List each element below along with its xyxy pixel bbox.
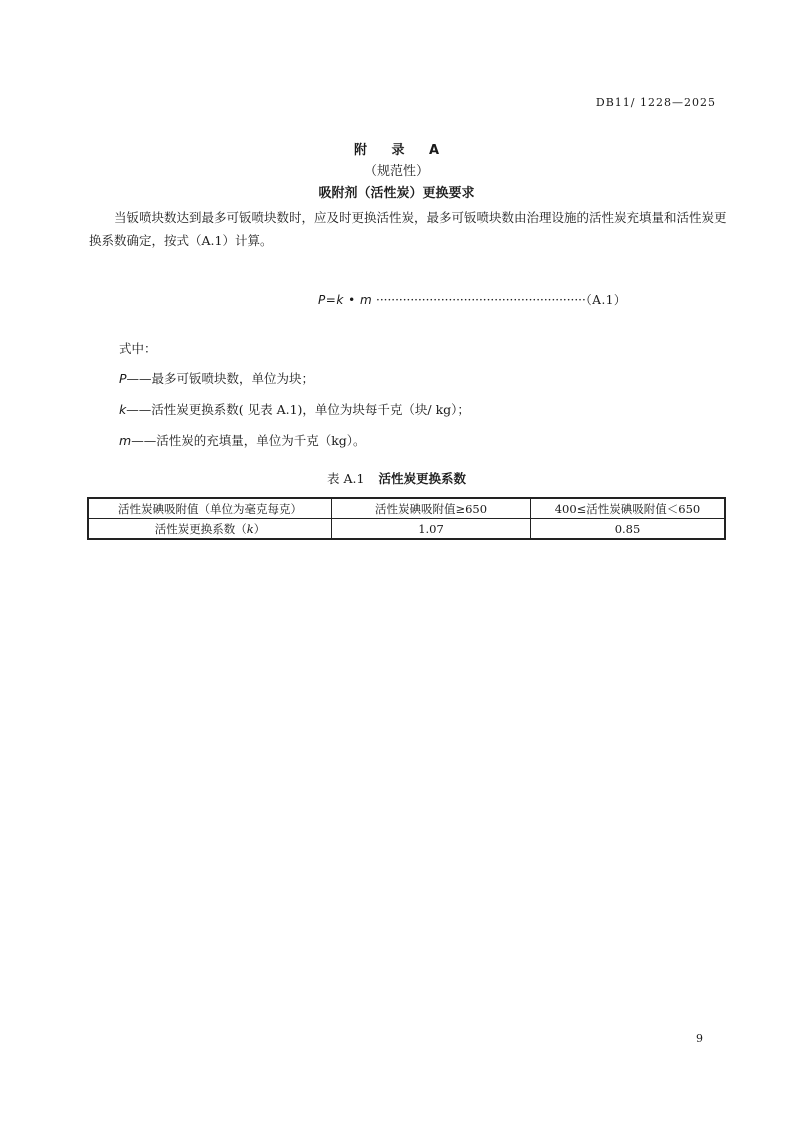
- table-cell: 1.07: [332, 519, 531, 540]
- definition-symbol: k: [119, 402, 127, 417]
- definition-k: [119, 400, 470, 418]
- where-label: 式中：: [119, 341, 157, 356]
- definition-p: [119, 369, 314, 387]
- standard-code: DB11/ 1228—2025: [595, 96, 716, 109]
- appendix-title: 附 录 A: [353, 143, 440, 158]
- definition-text: ——活性炭更换系数( 见表 A.1)，单位为块每千克（块/ kg）；: [126, 402, 470, 417]
- row-label-var: k: [246, 521, 254, 536]
- definition-text: ——活性炭的充填量，单位为千克（kg）。: [131, 433, 366, 448]
- formula-m: m: [359, 293, 373, 307]
- formula-dots: ·······················································: [372, 293, 586, 307]
- table-header-row: [88, 498, 725, 519]
- formula-number: （A.1）: [585, 293, 627, 307]
- intro-paragraph: 当钣喷块数达到最多可钣喷块数时，应及时更换活性炭，最多可钣喷块数由治理设施的活性炭充填量和活性炭更换系数确定，按式（A.1）计算。: [89, 210, 727, 248]
- definition-m: [119, 431, 366, 449]
- formula-k: k: [336, 293, 344, 307]
- formula-lhs: P: [318, 293, 326, 307]
- definition-symbol: m: [119, 433, 132, 448]
- replacement-coefficient-table: [87, 497, 726, 540]
- row-label-end: ）: [253, 521, 266, 536]
- table-caption-number: 表 A.1: [327, 471, 365, 486]
- table-row: [88, 519, 725, 540]
- appendix-heading: 吸附剂（活性炭）更换要求: [318, 186, 475, 201]
- table-caption-title: 活性炭更换系数: [378, 471, 466, 486]
- table-caption: [0, 469, 793, 487]
- definition-symbol: P: [119, 371, 127, 386]
- appendix-subtitle: （规范性）: [363, 164, 429, 179]
- row-label-text: 活性炭更换系数（: [154, 521, 247, 536]
- formula-a1: [318, 291, 626, 308]
- table-header-cell: 活性炭碘吸附值≥650: [332, 498, 531, 519]
- definition-text: ——最多可钣喷块数，单位为块；: [126, 371, 315, 386]
- formula-dot: •: [343, 293, 360, 307]
- formula-eq: =: [325, 293, 337, 307]
- table-row-label: [88, 519, 332, 540]
- page-number: 9: [696, 1032, 703, 1045]
- table-header-cell: 活性炭碘吸附值（单位为毫克每克）: [88, 498, 332, 519]
- table-header-cell: 400≤活性炭碘吸附值＜650: [531, 498, 726, 519]
- table-cell: 0.85: [531, 519, 726, 540]
